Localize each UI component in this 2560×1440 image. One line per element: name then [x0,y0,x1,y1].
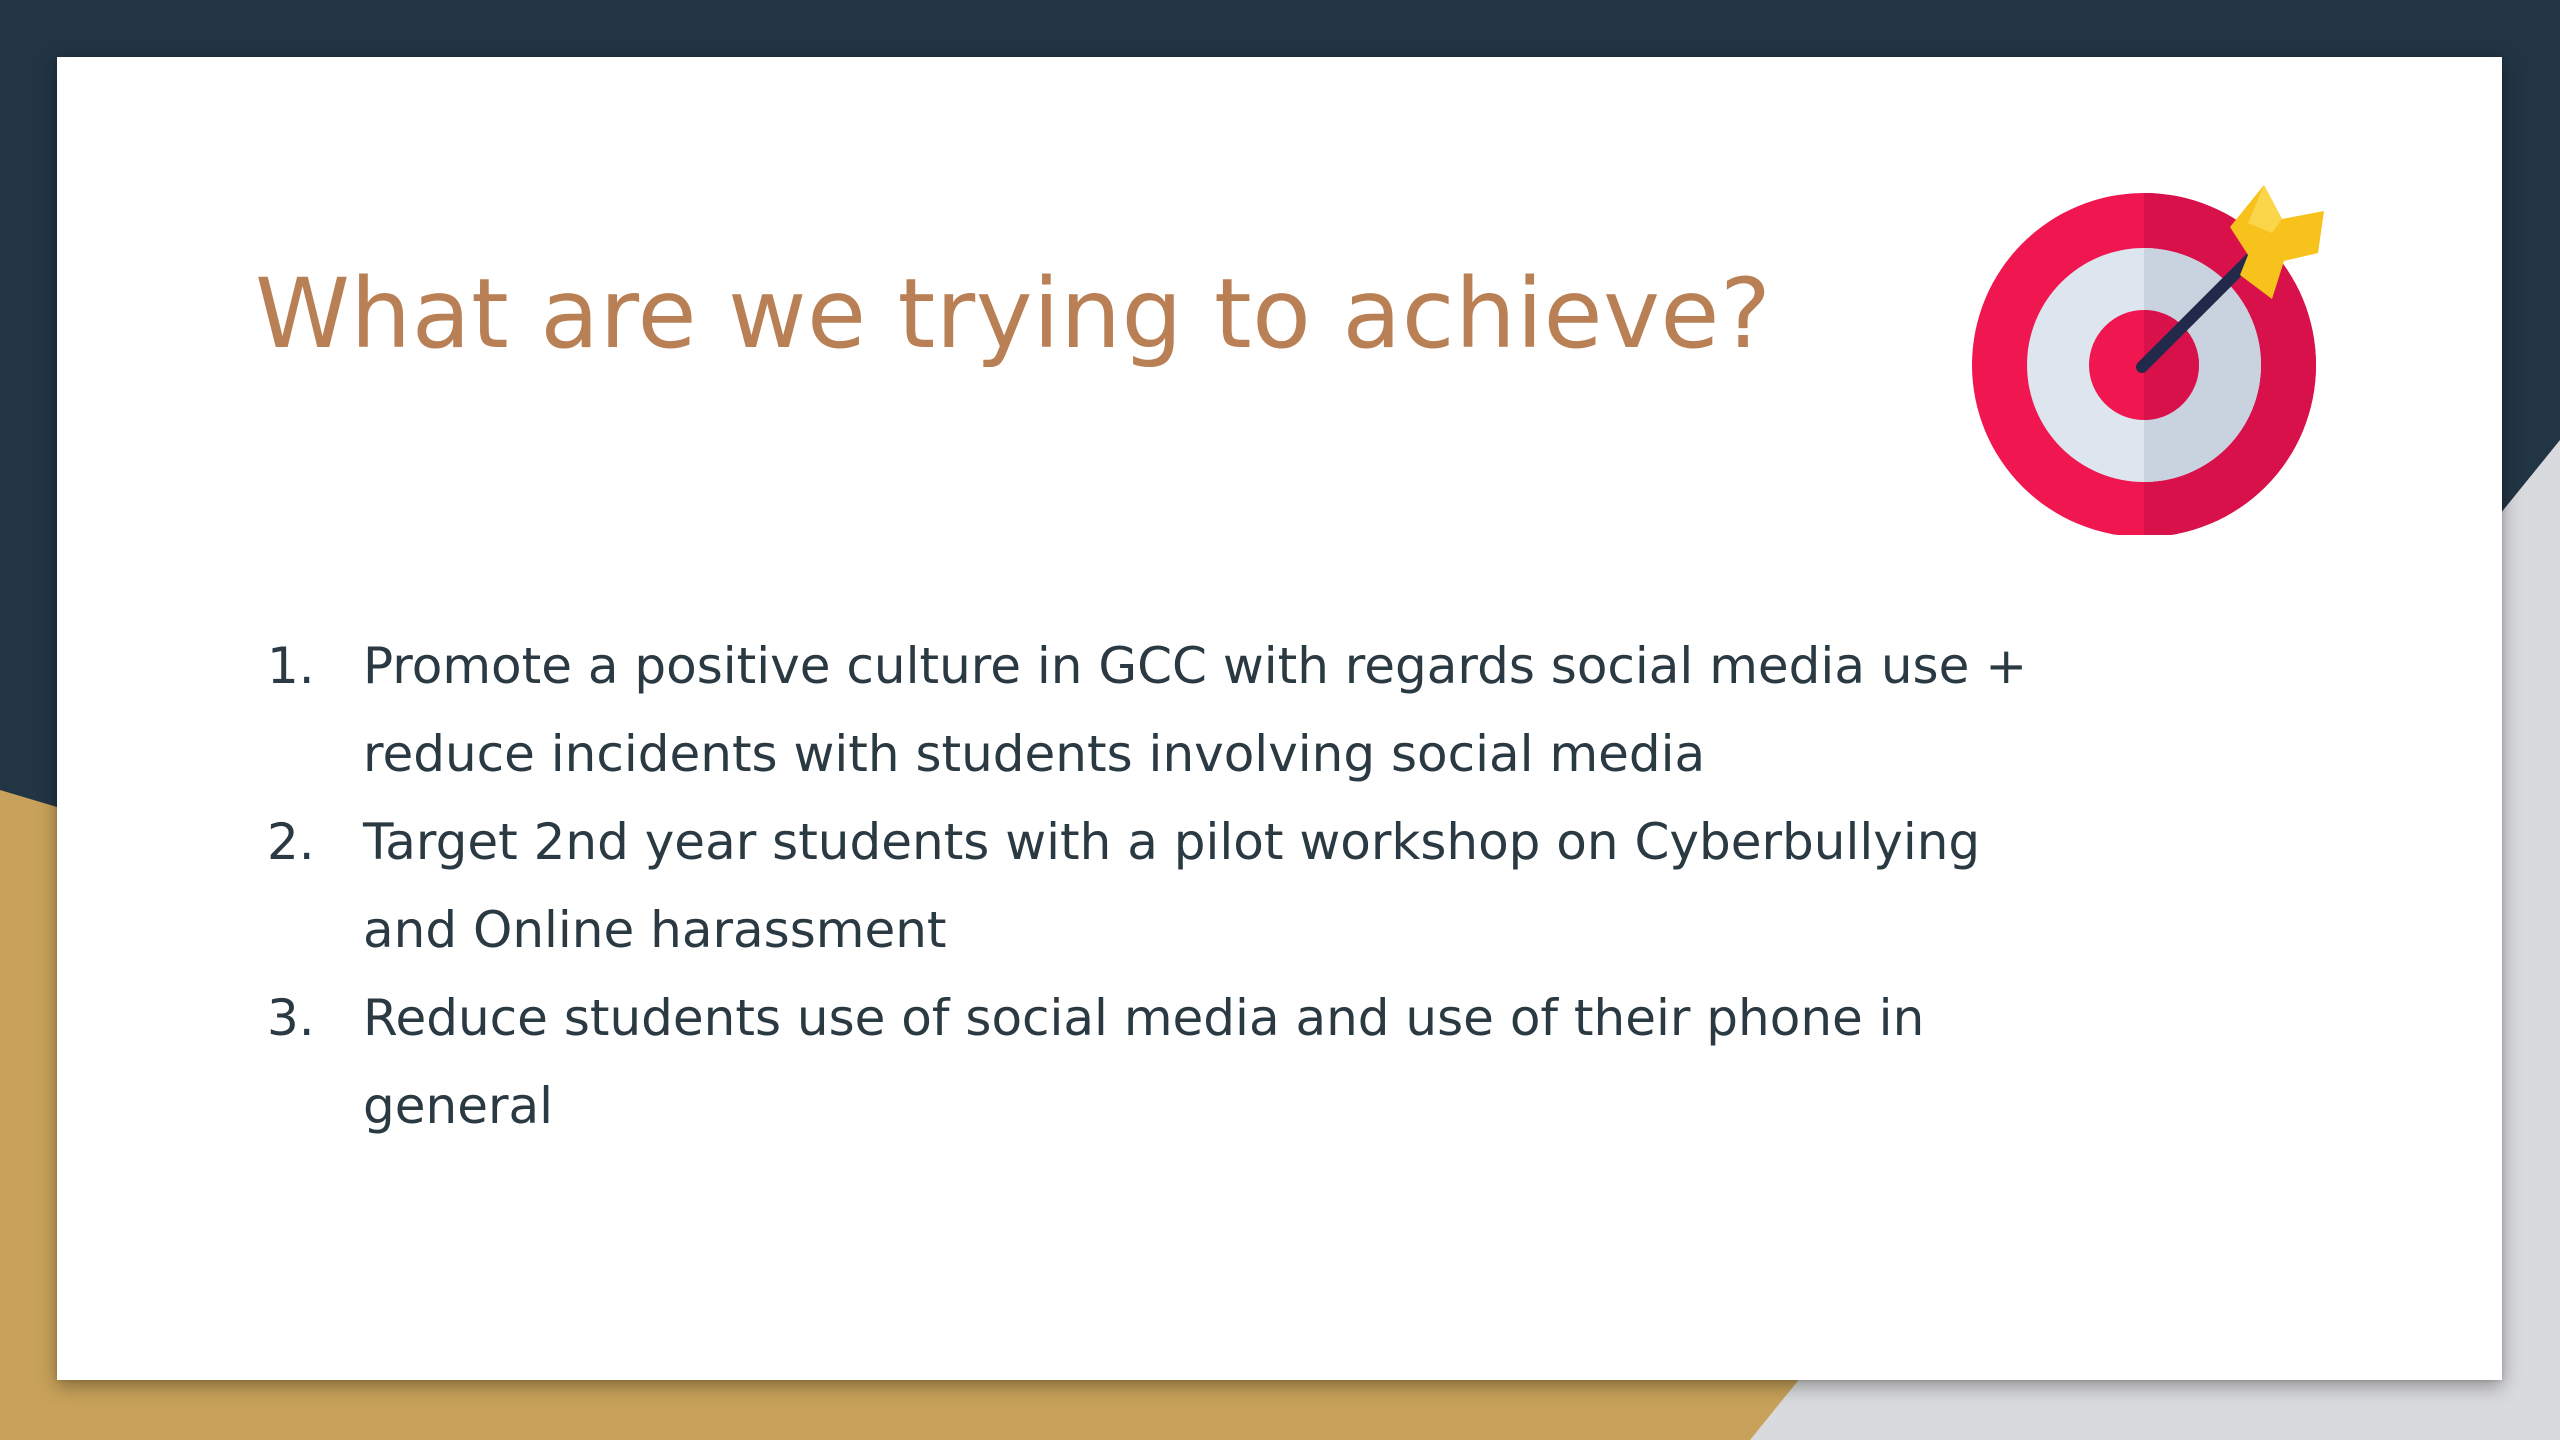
list-item-number: 1. [267,637,315,695]
list-item-text: Target 2nd year students with a pilot workshop on Cyberbullying and Online harassment [363,813,1981,959]
list-item-number: 2. [267,813,315,871]
goals-list [267,622,2067,1150]
list-item [267,974,2067,1150]
list-item-text: Promote a positive culture in GCC with regards social media use + reduce incidents with students involving social media [363,637,2028,783]
list-item-text: Reduce students use of social media and use of their phone in general [363,989,1925,1135]
list-item [267,622,2067,798]
list-item-number: 3. [267,989,315,1047]
slide-card [57,57,2502,1380]
list-item [267,798,2067,974]
target-with-arrow-icon [1972,165,2342,535]
slide-title: What are we trying to achieve? [255,258,1772,370]
